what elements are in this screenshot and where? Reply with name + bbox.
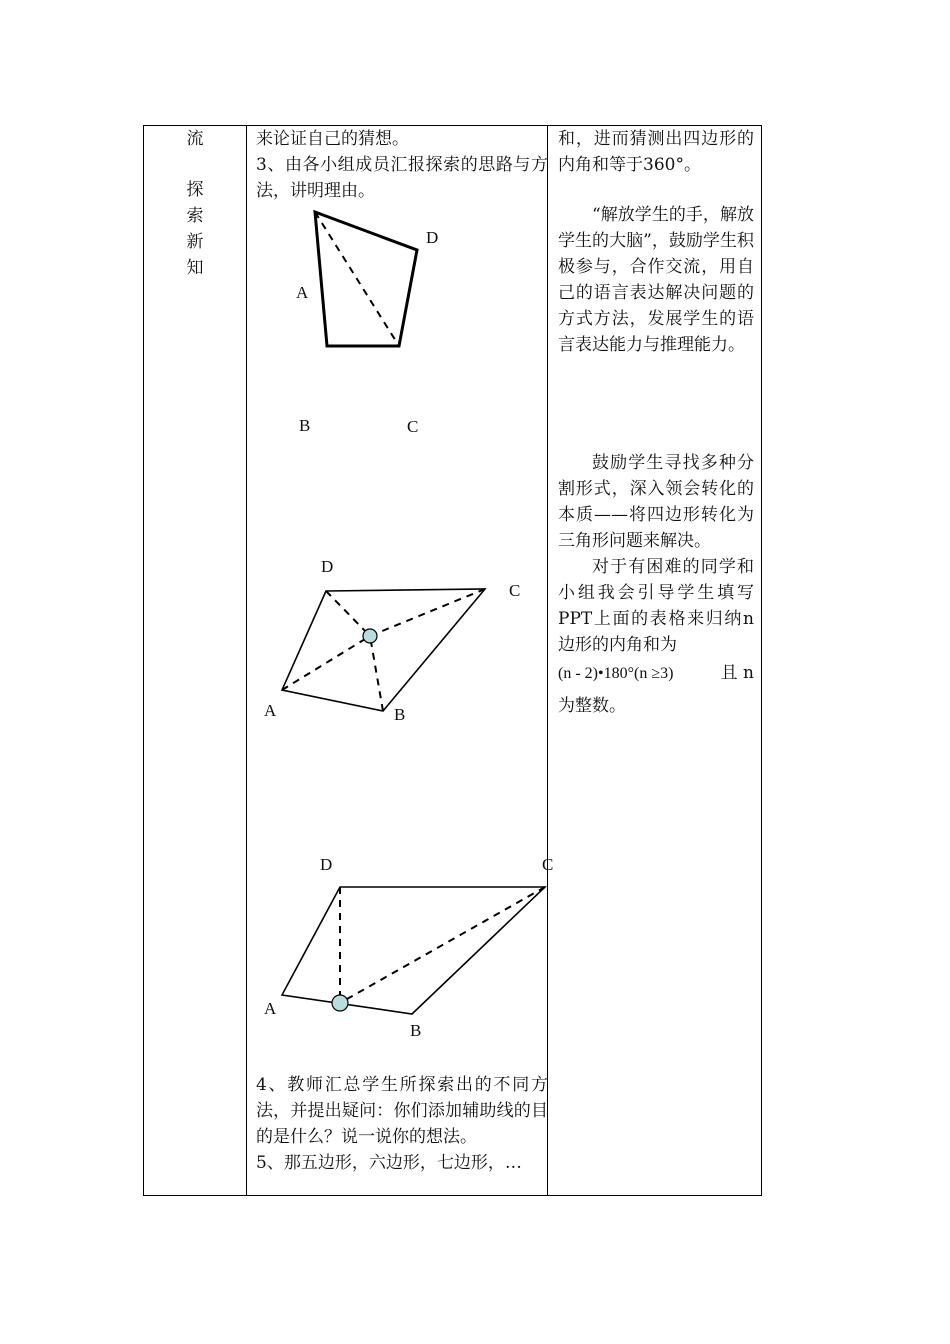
angle-sum-formula: (n - 2)•180°(n ≥3) xyxy=(558,665,674,682)
intent-block-2 xyxy=(558,202,754,358)
fig3-label-c: C xyxy=(542,855,554,874)
edge-point xyxy=(332,995,348,1011)
formula-tail: 且 n xyxy=(720,663,754,683)
intent-p5: 为整数。 xyxy=(558,696,626,716)
activity-column-bottom xyxy=(256,1072,548,1176)
fig3-label-a: A xyxy=(264,999,277,1018)
fig2-label-a: A xyxy=(264,701,277,720)
fig1-label-a: A xyxy=(296,283,309,302)
fig2-label-b: B xyxy=(394,705,406,724)
intent-block-3 xyxy=(558,450,754,719)
stage-char: 探 xyxy=(186,180,204,200)
formula-line xyxy=(558,660,754,687)
intent-p4: 对于有困难的同学和小组我会引导学生填写PPT上面的表格来归纳n边形的内角和为 xyxy=(558,557,754,655)
step-4-text: 4、教师汇总学生所探索出的不同方法，并提出疑问：你们添加辅助线的目的是什么？说一说你的想法。 xyxy=(256,1075,548,1147)
line-conjecture: 来论证自己的猜想。 xyxy=(256,129,409,149)
fig2-label-c: C xyxy=(509,581,521,600)
lesson-table xyxy=(143,125,762,1196)
stage-char: 知 xyxy=(186,258,204,278)
intent-p1: 和，进而猜测出四边形的内角和等于360°。 xyxy=(558,129,754,175)
fig2-label-d: D xyxy=(321,557,334,576)
stage-char: 新 xyxy=(186,232,204,252)
fig3-label-b: B xyxy=(410,1021,422,1040)
intent-column xyxy=(558,126,754,178)
stage-char: 流 xyxy=(186,129,204,149)
step-5-text: 5、那五边形，六边形，七边形，… xyxy=(256,1153,522,1173)
intent-p2: “解放学生的手，解放学生的大脑”，鼓励学生积极参与，合作交流，用自己的语言表达解决问题的方式方法，发展学生的语言表达能力与推理能力。 xyxy=(558,205,754,355)
fig1-label-b: B xyxy=(299,416,311,435)
intent-p3: 鼓励学生寻找多种分割形式，深入领会转化的本质——将四边形转化为三角形问题来解决。 xyxy=(558,453,754,551)
fig1-label-d: D xyxy=(426,228,439,247)
stage-char: 索 xyxy=(186,206,204,226)
step-3-text: 3、由各小组成员汇报探索的思路与方法，讲明理由。 xyxy=(256,155,548,201)
fig3-label-d: D xyxy=(320,855,333,874)
fig1-label-c: C xyxy=(407,417,419,436)
